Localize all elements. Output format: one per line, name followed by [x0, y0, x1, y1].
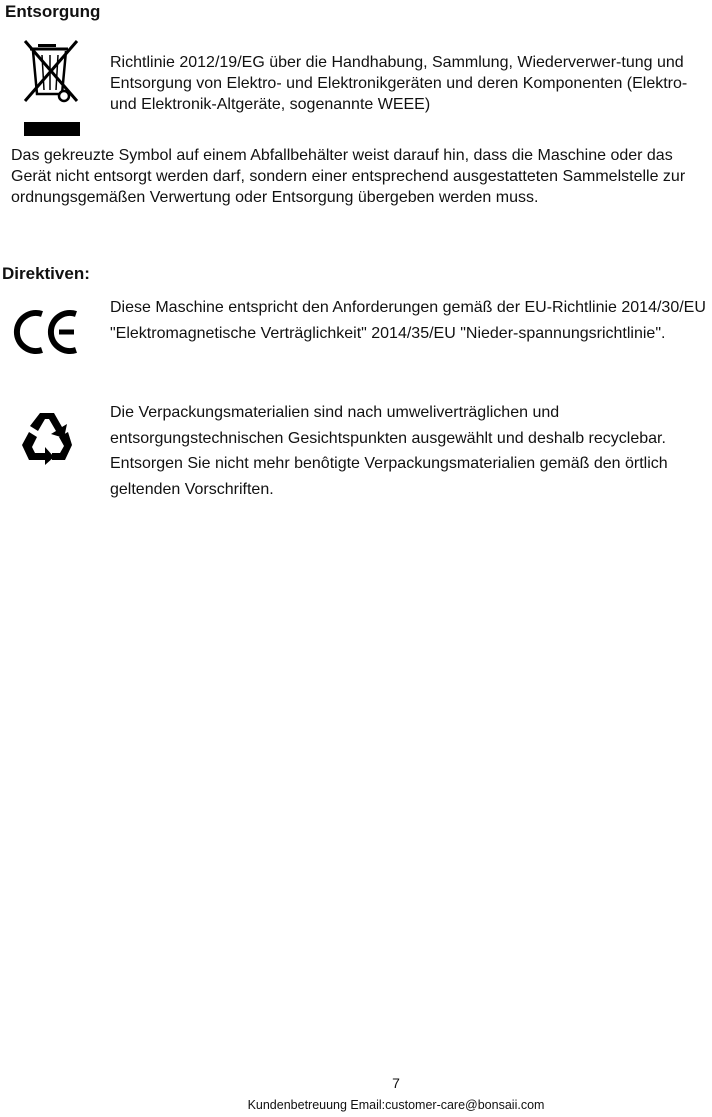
customer-care-contact: Kundenbetreuung Email:customer-care@bonsaii.com — [247, 1098, 545, 1112]
section-heading-directives: Direktiven: — [2, 264, 90, 283]
weee-directive-text: Richtlinie 2012/19/EG über die Handhabung, Sammlung, Wiederverwer-tung und Entsorgung von Elektro- und Elektronikgeräten und deren Komponenten (Elektro- und Elektronik-Altgeräte, sogenannte WEEE) — [110, 54, 688, 113]
packaging-recycling-text: Die Verpackungsmaterialien sind nach umweliverträglichen und entsorgungstechnischen Gesichtspunkten ausgewählt und deshalb recyclebar. Entsorgen Sie nicht mehr benôtigte Verpackungsmaterialien gemäß den örtlich geltenden Vorschriften. — [110, 404, 668, 498]
ce-mark-icon — [12, 309, 80, 355]
weee-crossed-bin-icon — [22, 38, 84, 138]
crossed-bin-explanation: Das gekreuzte Symbol auf einem Abfallbehälter weist darauf hin, dass die Maschine oder das Gerät nicht entsorgt werden darf, sondern einer entsprechend ausgestatteten Sammelstelle zur ordnungsgemäßen Verwertung oder Entsorgung übergeben werden muss. — [11, 147, 686, 206]
page-number: 7 — [392, 1075, 400, 1091]
recycling-icon — [18, 409, 76, 467]
section-heading-disposal: Entsorgung — [5, 2, 101, 21]
ce-directive-text: Diese Maschine entspricht den Anforderungen gemäß der EU-Richtlinie 2014/30/EU "Elektromagnetische Verträglichkeit" 2014/35/EU "Nieder-spannungsrichtlinie". — [110, 299, 706, 342]
